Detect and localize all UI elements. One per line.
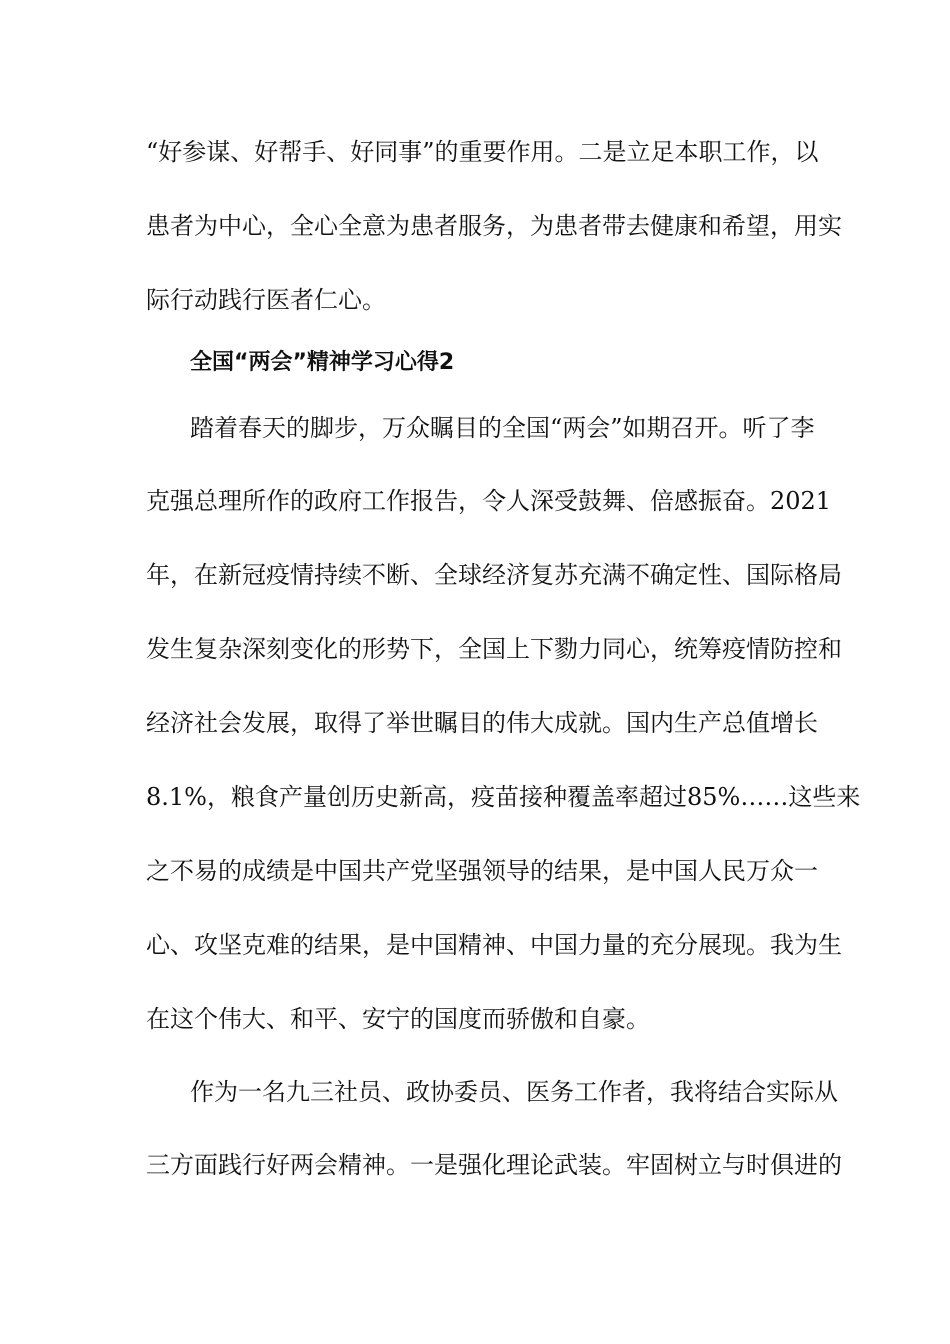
text-line: 作为一名九三社员、政协委员、医务工作者，我将结合实际从 — [190, 1078, 838, 1106]
text-line: 患者为中心，全心全意为患者服务，为患者带去健康和希望，用实 — [146, 212, 842, 240]
text-line: 8.1%，粮食产量创历史新高，疫苗接种覆盖率超过85%……这些来 — [146, 783, 861, 811]
section-heading: 全国“两会”精神学习心得2 — [190, 350, 455, 375]
text-line: 心、攻坚克难的结果，是中国精神、中国力量的充分展现。我为生 — [146, 931, 842, 959]
text-line: 三方面践行好两会精神。一是强化理论武装。牢固树立与时俱进的 — [146, 1151, 842, 1179]
text-line: 发生复杂深刻变化的形势下，全国上下勠力同心，统筹疫情防控和 — [146, 635, 842, 663]
text-line: 之不易的成绩是中国共产党坚强领导的结果，是中国人民万众一 — [146, 857, 818, 885]
text-line: 克强总理所作的政府工作报告，令人深受鼓舞、倍感振奋。2021 — [146, 487, 832, 515]
text-line: 经济社会发展，取得了举世瞩目的伟大成就。国内生产总值增长 — [146, 709, 818, 737]
text-line: 际行动践行医者仁心。 — [146, 286, 386, 314]
text-line: 踏着春天的脚步，万众瞩目的全国“两会”如期召开。听了李 — [190, 414, 815, 442]
text-line: “好参谋、好帮手、好同事”的重要作用。二是立足本职工作，以 — [146, 138, 819, 166]
text-line: 在这个伟大、和平、安宁的国度而骄傲和自豪。 — [146, 1005, 650, 1033]
text-line: 年，在新冠疫情持续不断、全球经济复苏充满不确定性、国际格局 — [146, 561, 842, 589]
